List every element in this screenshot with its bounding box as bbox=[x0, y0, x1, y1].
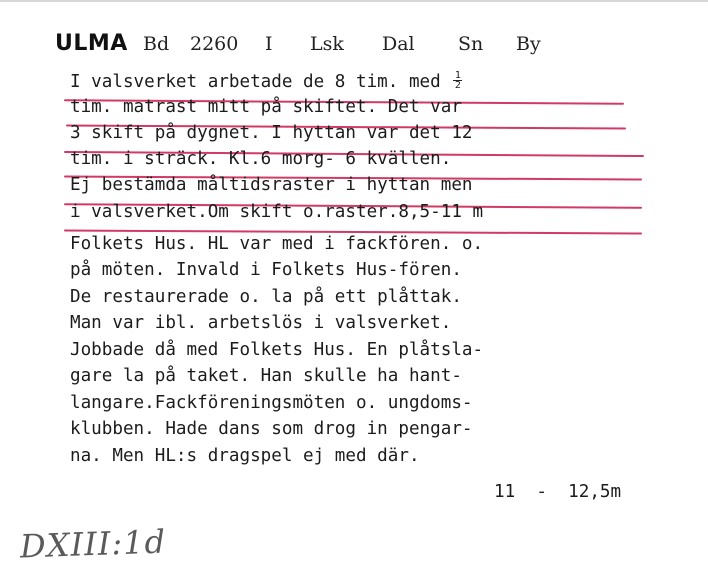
text-line: langare.Fackföreningsmöten o. ungdoms- bbox=[70, 393, 473, 413]
record-number: 2260 bbox=[190, 33, 239, 55]
text-line: Folkets Hus. HL var med i fackfören. o. bbox=[70, 234, 484, 254]
place-name: ULMA bbox=[55, 31, 128, 56]
text-line: na. Men HL:s dragspel ej med där. bbox=[70, 446, 420, 466]
text-line: i valsverket.Om skift o.raster.8,5-11 m bbox=[70, 202, 484, 222]
parish-label: Sn bbox=[458, 33, 484, 55]
fraction-denominator: 2 bbox=[454, 79, 461, 91]
text-line: klubben. Hade dans som drog in pengar- bbox=[70, 419, 473, 439]
text-line: gare la på taket. Han skulle ha hant- bbox=[70, 366, 462, 386]
text-line: De restaurerade o. la på ett plåttak. bbox=[70, 287, 462, 307]
page-range: 11 - 12,5m bbox=[494, 482, 622, 502]
text-line: på möten. Invald i Folkets Hus-fören. bbox=[70, 260, 462, 280]
province-name: Dal bbox=[382, 33, 415, 55]
text-line: Jobbade då med Folkets Hus. En plåtsla- bbox=[70, 340, 484, 360]
landskap-label: Lsk bbox=[310, 33, 344, 55]
card-top-edge bbox=[0, 0, 708, 2]
volume-label: Bd bbox=[143, 33, 170, 55]
text-line: tim. i sträck. Kl.6 morg- 6 kvällen. bbox=[70, 149, 452, 169]
half-fraction bbox=[453, 71, 462, 90]
text-line: Ej bestämda måltidsraster i hyttan men bbox=[70, 175, 473, 195]
text-line: 3 skift på dygnet. I hyttan var det 12 bbox=[70, 123, 473, 143]
handwritten-signum: DXIII:1d bbox=[19, 522, 167, 566]
text-line-1 bbox=[70, 70, 462, 94]
text-line: tim. matrast mitt på skiftet. Det var bbox=[70, 97, 462, 117]
roman-numeral: I bbox=[265, 33, 273, 55]
text-line-1-main: I valsverket arbetade de 8 tim. med bbox=[70, 72, 441, 92]
text-line: Man var ibl. arbetslös i valsverket. bbox=[70, 313, 452, 333]
village-label: By bbox=[516, 33, 541, 55]
fraction-numerator: 1 bbox=[454, 69, 461, 81]
